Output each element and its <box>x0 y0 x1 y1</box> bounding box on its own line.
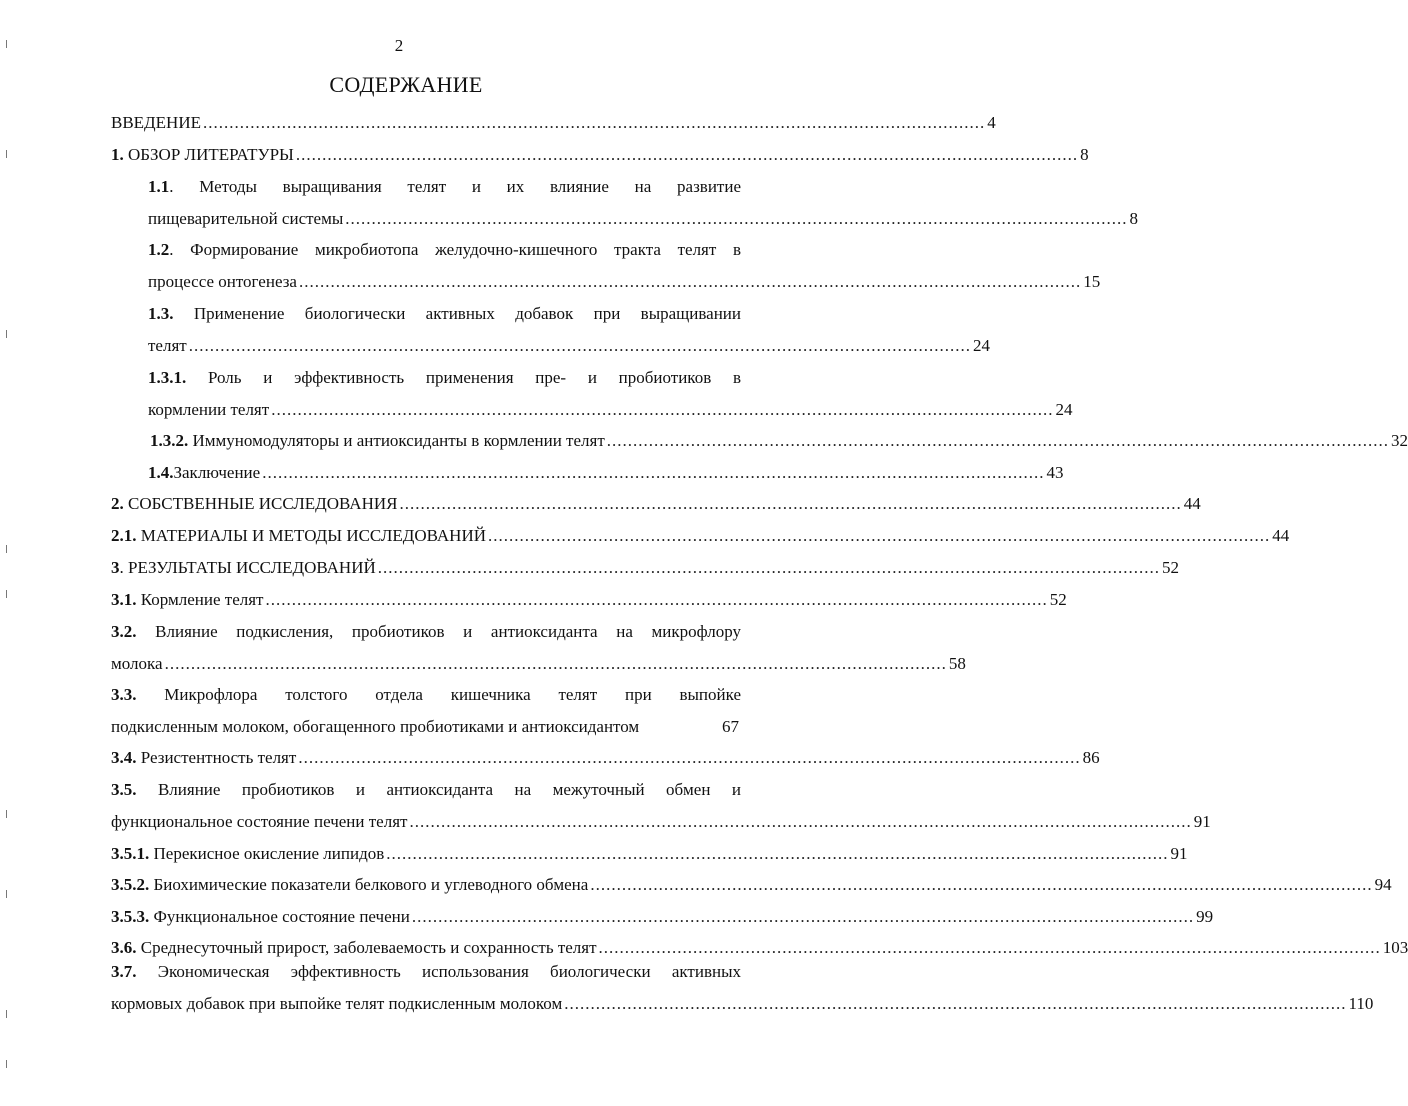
toc-entry-number: 1.1 <box>148 177 170 196</box>
toc-page-number: 91 <box>1170 844 1188 863</box>
toc-entry-line1: Экономическая эффективность использования биологически активных <box>136 962 741 981</box>
toc-entry-line1: Влияние подкисления, пробиотиков и антиоксиданта на микрофлору <box>136 622 741 641</box>
leader-dots: ..................................................................................................................................................... <box>271 400 1054 419</box>
toc-entry-text: кормлении телят <box>148 400 270 419</box>
toc-entry-text: функциональное состояние печени телят <box>111 812 408 831</box>
toc-page-number: 58 <box>948 654 966 673</box>
toc-page-number: 15 <box>1083 272 1101 291</box>
toc-entry-line1: . Методы выращивания телят и их влияние на развитие <box>169 177 741 196</box>
toc-entry-number: 3.1. <box>111 590 137 609</box>
toc-entry-number: 3.2. <box>111 622 137 641</box>
toc-page-number: 94 <box>1374 875 1392 894</box>
scan-mark <box>6 150 13 158</box>
toc-entry-text: телят <box>148 336 187 355</box>
toc-entry-number: 3.7. <box>111 962 137 981</box>
toc-entry-number: 1.2 <box>148 240 170 259</box>
leader-dots: ..................................................................................................................................................... <box>265 590 1048 609</box>
toc-entry-3-5-2[interactable] <box>111 875 1392 895</box>
toc-page-number: 110 <box>1348 994 1374 1013</box>
toc-page-number: 44 <box>1272 526 1290 545</box>
leader-dots: ..................................................................................................................................................... <box>399 494 1182 513</box>
leader-dots: ..................................................................................................................................................... <box>262 463 1045 482</box>
toc-entry-3-3[interactable] <box>111 685 741 737</box>
toc-entry-line1: Влияние пробиотиков и антиоксиданта на межуточный обмен и <box>136 780 741 799</box>
toc-page-number: 8 <box>1080 145 1089 164</box>
toc-entry-number: 3.5.2. <box>111 875 150 894</box>
toc-entry-number: 1.3. <box>148 304 174 323</box>
toc-entry-text: ВВЕДЕНИЕ <box>111 113 201 132</box>
toc-entry-2[interactable] <box>111 494 1201 514</box>
toc-entry-text: Заключение <box>173 463 261 482</box>
leader-dots: ..................................................................................................................................................... <box>488 526 1271 545</box>
scan-mark <box>6 1010 13 1018</box>
toc-entry-number: 2.1. <box>111 526 137 545</box>
toc-entry-text: Резистентность телят <box>136 748 297 767</box>
page-title: СОДЕРЖАНИЕ <box>329 72 483 97</box>
toc-entry-3-4[interactable] <box>111 748 1100 768</box>
toc-page-number: 8 <box>1129 209 1139 228</box>
page-number: 2 <box>394 36 404 55</box>
toc-entry-number: 3.5. <box>111 780 137 799</box>
toc-entry-text: подкисленным молоком, обогащенного пробиотиками и антиоксидантом <box>111 717 640 736</box>
toc-page-number: 86 <box>1082 748 1100 767</box>
toc-entry-number: 3.3. <box>111 685 137 704</box>
toc-entry-3-5-1[interactable] <box>111 844 1188 864</box>
toc-entry-number: 3.6. <box>111 938 137 957</box>
toc-entry-number: 1. <box>111 145 124 164</box>
toc-entry-number: 1.4. <box>148 463 174 482</box>
leader-dots: ..................................................................................................................................................... <box>590 875 1373 894</box>
leader-dots: ..................................................................................................................................................... <box>295 145 1079 164</box>
scan-mark <box>6 330 13 338</box>
scan-mark <box>6 1060 13 1068</box>
toc-entry-number: 3.4. <box>111 748 137 767</box>
toc-entry-text: ОБЗОР ЛИТЕРАТУРЫ <box>128 145 294 164</box>
toc-entry-introduction[interactable] <box>111 113 996 133</box>
toc-entry-3-5[interactable] <box>111 780 1211 832</box>
toc-entry-3-7[interactable] <box>111 962 1374 1014</box>
toc-entry-text: . РЕЗУЛЬТАТЫ ИССЛЕДОВАНИЙ <box>119 558 376 577</box>
toc-entry-number: 3.5.1. <box>111 844 150 863</box>
leader-dots: ..................................................................................................................................................... <box>606 431 1390 450</box>
toc-entry-text: Функциональное состояние печени <box>149 907 410 926</box>
toc-entry-1-2[interactable] <box>148 240 1101 292</box>
toc-entry-line1: Роль и эффективность применения пре- и пробиотиков в <box>186 368 741 387</box>
leader-dots: ..................................................................................................................................................... <box>345 209 1128 228</box>
toc-entry-number: 1.3.2. <box>150 431 189 450</box>
toc-entry-line1: Микрофлора толстого отдела кишечника телят при выпойке <box>136 685 741 704</box>
leader-dots: ..................................................................................................................................................... <box>298 272 1082 291</box>
toc-entry-3[interactable] <box>111 558 1179 578</box>
scan-mark <box>6 545 13 553</box>
toc-entry-text: Среднесуточный прирост, заболеваемость и сохранность телят <box>136 938 597 957</box>
scan-mark <box>6 40 13 48</box>
toc-entry-text: молока <box>111 654 163 673</box>
toc-entry-number: 1.3.1. <box>148 368 187 387</box>
toc-entry-text: Кормление телят <box>136 590 264 609</box>
toc-entry-1-3-2[interactable] <box>150 431 1408 451</box>
leader-dots: ..................................................................................................................................................... <box>298 748 1081 767</box>
toc-entry-text: пищеварительной системы <box>148 209 344 228</box>
toc-page-number: 24 <box>1055 400 1073 419</box>
leader-dots: ..................................................................................................................................................... <box>598 938 1381 957</box>
toc-entry-text: Перекисное окисление липидов <box>149 844 385 863</box>
toc-entry-1-4[interactable] <box>148 463 1064 483</box>
toc-entry-text: процессе онтогенеза <box>148 272 297 291</box>
leader-dots: ..................................................................................................................................................... <box>164 654 947 673</box>
toc-page-number: 43 <box>1046 463 1064 482</box>
toc-entry-line1: . Формирование микробиотопа желудочно-кишечного тракта телят в <box>169 240 741 259</box>
toc-page-number: 24 <box>972 336 990 355</box>
toc-entry-3-5-3[interactable] <box>111 907 1214 927</box>
toc-page-number: 91 <box>1193 812 1211 831</box>
toc-entry-number: 3 <box>111 558 120 577</box>
toc-entry-3-2[interactable] <box>111 622 966 674</box>
leader-dots: ..................................................................................................................................................... <box>202 113 986 132</box>
toc-entry-1-3-1[interactable] <box>148 368 1073 420</box>
toc-page-number: 52 <box>1049 590 1067 609</box>
toc-entry-text: СОБСТВЕННЫЕ ИССЛЕДОВАНИЯ <box>123 494 398 513</box>
toc-entry-1[interactable] <box>111 145 1089 165</box>
leader-dots: ..................................................................................................................................................... <box>409 812 1192 831</box>
toc-entry-text: Иммуномодуляторы и антиоксиданты в кормлении телят <box>188 431 605 450</box>
toc-entry-1-3[interactable] <box>148 304 990 356</box>
leader-dots: ..................................................................................................................................................... <box>411 907 1195 926</box>
toc-entry-text: кормовых добавок при выпойке телят подкисленным молоком <box>111 994 563 1013</box>
toc-page-number: 103 <box>1382 938 1408 957</box>
toc-page-number: 4 <box>987 113 996 132</box>
toc-entry-number: 3.5.3. <box>111 907 150 926</box>
leader-dots: ..................................................................................................................................................... <box>377 558 1160 577</box>
toc-entry-text: МАТЕРИАЛЫ И МЕТОДЫ ИССЛЕДОВАНИЙ <box>136 526 487 545</box>
leader-dots: ..................................................................................................................................................... <box>564 994 1347 1013</box>
toc-entry-text: Биохимические показатели белкового и углеводного обмена <box>149 875 589 894</box>
toc-page-number: 99 <box>1196 907 1214 926</box>
toc-entry-3-6[interactable] <box>111 938 1408 958</box>
toc-entry-3-1[interactable] <box>111 590 1067 610</box>
toc-page-number: 32 <box>1391 431 1408 450</box>
toc-page-number: 67 <box>722 717 739 736</box>
toc-page-number: 44 <box>1183 494 1201 513</box>
leader-dots: ..................................................................................................................................................... <box>188 336 971 355</box>
toc-entry-1-1[interactable] <box>148 177 1139 229</box>
scan-mark <box>6 890 13 898</box>
toc-entry-line1: Применение биологически активных добавок при выращивании <box>173 304 741 323</box>
toc-page-number: 52 <box>1162 558 1179 577</box>
scan-mark <box>6 810 13 818</box>
leader-dots: ..................................................................................................................................................... <box>386 844 1169 863</box>
toc-entry-number: 2. <box>111 494 124 513</box>
scan-mark <box>6 590 13 598</box>
toc-entry-2-1[interactable] <box>111 526 1290 546</box>
